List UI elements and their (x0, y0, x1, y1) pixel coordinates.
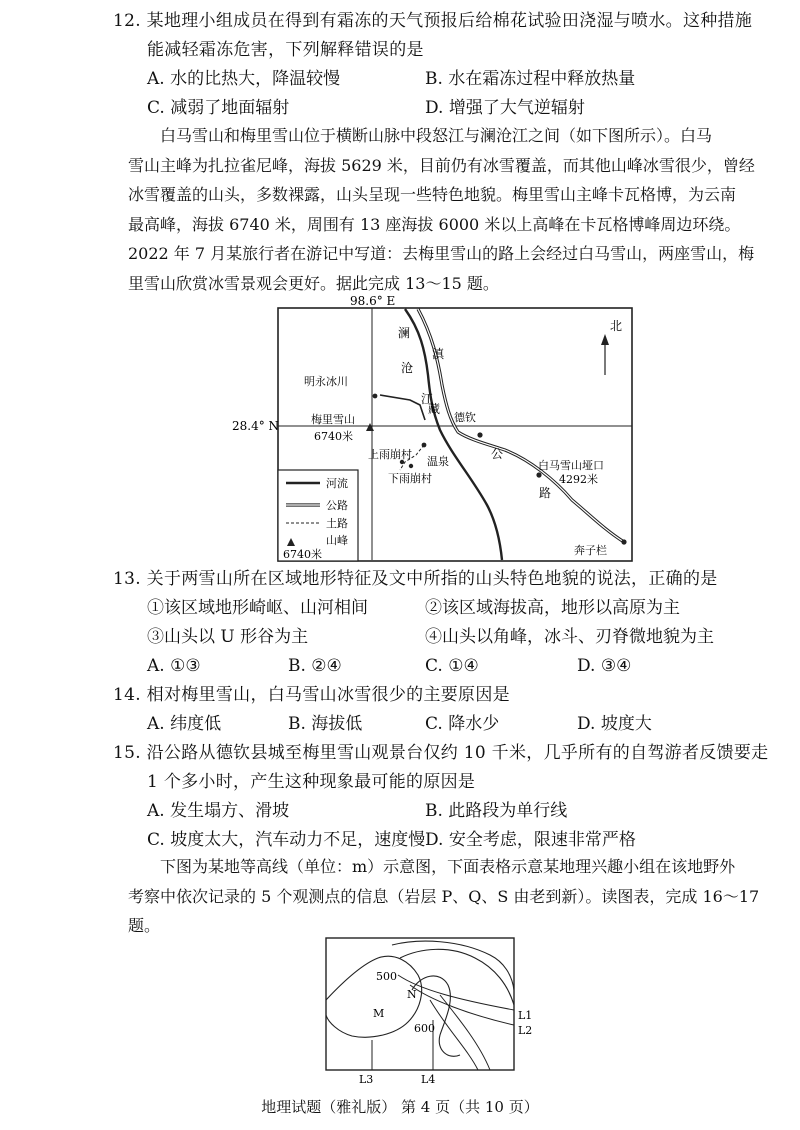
L3-label: L3 (359, 1073, 374, 1086)
q13-statement-2: ②该区域海拔高，地形以高原为主 (425, 598, 680, 618)
passage-2-line: 题。 (128, 916, 161, 935)
contour-600-label: 600 (414, 1022, 435, 1035)
q12-option-c: C. 减弱了地面辐射 (147, 98, 290, 118)
passage-1-line: 冰雪覆盖的山头，多数裸露，山头呈现一些特色地貌。梅里雪山主峰卡瓦格博，为云南 (128, 185, 737, 204)
passage-1-line: 里雪山欣赏冰雪景观会更好。据此完成 13～15 题。 (128, 273, 499, 293)
passage-2-line: 考察中依次记录的 5 个观测点的信息（岩层 P、Q、S 由老到新）。读图表，完成 16～17 (128, 886, 760, 906)
line-L2 (410, 985, 514, 1025)
q13-option-c: C. ①④ (425, 656, 479, 676)
q12-option-d: D. 增强了大气逆辐射 (425, 98, 585, 118)
lat-label: 28.4° N (232, 419, 280, 433)
baima-pass-height: 4292米 (559, 473, 598, 486)
q14-option-c: C. 降水少 (425, 714, 500, 734)
q14-stem: 14. 相对梅里雪山，白马雪山冰雪很少的主要原因是 (113, 685, 510, 705)
passage-2-line: 下图为某地等高线（单位：m）示意图，下面表格示意某地理兴趣小组在该地野外 (160, 857, 736, 876)
river-char: 澜 (398, 326, 411, 340)
xiayubeng-label: 下雨崩村 (388, 472, 432, 485)
q14-option-d: D. 坡度大 (577, 714, 652, 734)
legend-river-label: 河流 (326, 477, 348, 490)
road-char-lu: 路 (539, 486, 552, 500)
q13-statement-3: ③山头以 U 形谷为主 (147, 627, 309, 647)
passage-1-line: 雪山主峰为扎拉雀尼峰，海拔 5629 米，目前仍有冰雪覆盖，而其他山峰冰雪很少，曾经 (128, 155, 755, 175)
q15-option-b: B. 此路段为单行线 (425, 801, 568, 821)
contour-line-c (440, 995, 490, 1070)
page-footer: 地理试题（雅礼版） 第 4 页（共 10 页） (261, 1098, 539, 1116)
q12-stem-line1: 12. 某地理小组成员在得到有霜冻的天气预报后给棉花试验田浇湿与喷水。这种措施 (113, 11, 753, 31)
q14-option-b: B. 海拔低 (288, 714, 363, 734)
benzilan-label: 奔子栏 (574, 544, 607, 557)
q13-option-b: B. ②④ (288, 656, 342, 676)
point-N-label: N (407, 988, 417, 1001)
north-label: 北 (610, 319, 623, 333)
lon-label: 98.6° E (350, 294, 396, 308)
river-char: 江 (421, 392, 434, 406)
mingyong-label: 明永冰川 (304, 375, 348, 388)
passage-1-line: 最高峰，海拔 6740 米，周围有 13 座海拔 6000 米以上高峰在卡瓦格博峰周边环绕。 (128, 214, 741, 234)
road-char-gong: 公 (491, 447, 504, 461)
q12-stem-line2: 能减轻霜冻危害，下列解释错误的是 (147, 40, 424, 60)
legend-peak-label: 山峰 (326, 534, 348, 547)
q14-option-a: A. 纬度低 (147, 714, 222, 734)
L2-label: L2 (518, 1024, 533, 1037)
contour-line-a (400, 949, 514, 1005)
q15-option-a: A. 发生塌方、滑坡 (147, 801, 290, 821)
contour-500-label: 500 (376, 970, 397, 983)
q15-option-d: D. 安全考虑，限速非常严格 (425, 830, 636, 850)
q15-option-c: C. 坡度太大，汽车动力不足，速度慢 (147, 830, 426, 850)
passage-1-line: 白马雪山和梅里雪山位于横断山脉中段怒江与澜沧江之间（如下图所示）。白马 (160, 126, 713, 145)
road-char: 滇 (432, 347, 445, 361)
meili-label: 梅里雪山 (311, 413, 355, 426)
legend-road-label: 公路 (326, 499, 348, 512)
wenquan-label: 温泉 (427, 455, 449, 468)
shangyubeng-label: 上雨崩村 (368, 448, 412, 461)
q12-option-a: A. 水的比热大，降温较慢 (147, 69, 341, 89)
L1-label: L1 (518, 1009, 533, 1022)
legend-dirt-label: 土路 (326, 517, 348, 530)
meili-height: 6740米 (314, 430, 353, 443)
passage-1-line: 2022 年 7 月某旅行者在游记中写道：去梅里雪山的路上会经过白马雪山，两座雪山，梅 (128, 244, 755, 263)
q15-stem-line1: 15. 沿公路从德钦县城至梅里雪山观景台仅约 10 千米，几乎所有的自驾游者反馈要走 (113, 743, 769, 763)
contour-600 (412, 976, 460, 1056)
q13-statement-4: ④山头以角峰，冰斗、刃脊微地貌为主 (425, 627, 714, 647)
q13-option-d: D. ③④ (577, 656, 632, 676)
q13-option-a: A. ①③ (147, 656, 201, 676)
baima-pass-label: 白马雪山垭口 (538, 459, 604, 472)
road-char: 藏 (428, 402, 441, 416)
point-M-label: M (373, 1007, 385, 1020)
q13-statement-1: ①该区域地形崎岖、山河相间 (147, 598, 368, 618)
q13-stem: 13. 关于两雪山所在区域地形特征及文中所指的山头特色地貌的说法，正确的是 (113, 569, 718, 589)
river-char: 沧 (401, 361, 414, 375)
deqin-label: 德钦 (454, 411, 476, 424)
q15-stem-line2: 1 个多小时，产生这种现象最可能的原因是 (147, 772, 476, 792)
q12-option-b: B. 水在霜冻过程中释放热量 (425, 69, 636, 89)
legend-peak-height: 6740米 (283, 548, 322, 561)
L4-label: L4 (421, 1073, 436, 1086)
